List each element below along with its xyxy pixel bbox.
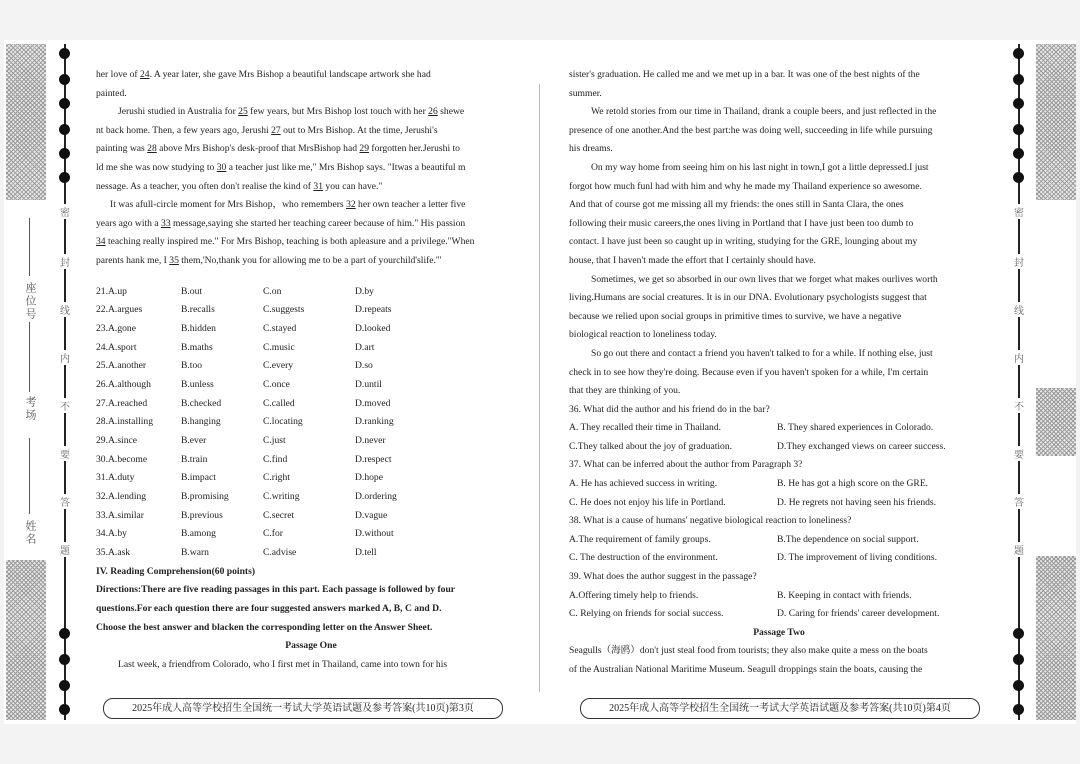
option-choice: 33.A.similar	[96, 509, 144, 521]
passage-line: parents hank me, I 35 them,'No,thank you for allowing me to be a part of yourchild'slife.'"	[96, 254, 442, 266]
passage-line: painted.	[96, 87, 127, 99]
answer-options-row	[569, 419, 989, 438]
passage-line: biological reaction to loneliness today.	[569, 329, 717, 341]
option-choice: C.on	[263, 285, 282, 297]
option-choice: 28.A.installing	[96, 416, 154, 428]
answer-option[interactable]: D.They exchanged views on career success.	[777, 440, 946, 452]
page-footer-right: 2025年成人高等学校招生全国统一考试大学英语试题及参考答案(共10页)第4页	[580, 698, 980, 719]
directions-line: Directions:There are five reading passages in this part. Each passage is followed by four	[96, 584, 456, 596]
answer-option[interactable]: C. Relying on friends for social success.	[569, 608, 724, 620]
passage-line: painting was 28 above Mrs Bishop's desk-proof that MrsBishop had 29 forgotten her.Jerushi to	[96, 143, 460, 155]
option-choice: C.just	[263, 435, 286, 447]
seal-char: 题	[58, 542, 72, 557]
passage-line: because we relied upon social groups in primitive times to survive, we have a negative	[569, 310, 902, 322]
seal-char: 要	[1012, 446, 1026, 461]
answer-options-row	[569, 531, 989, 550]
answer-option[interactable]: A. They recalled their time in Thailand.	[569, 422, 722, 434]
answer-option[interactable]: D. He regrets not having seen his friends.	[777, 496, 937, 508]
passage-line: of the Australian National Maritime Museum. Seagull droppings stain the boats, causing the	[569, 664, 923, 675]
right-binder	[1012, 44, 1026, 720]
passage-line: And that of course got me missing all my friends: the ones still in Santa Clara, the ones	[569, 199, 904, 211]
option-choice: C.every	[263, 360, 294, 372]
name-line	[29, 438, 30, 514]
option-choice: C.for	[263, 528, 283, 540]
option-row	[96, 451, 526, 470]
passage-line: nessage. As a teacher, you often don't realise the kind of 31 you can have."	[96, 180, 383, 192]
seal-char: 线	[58, 302, 72, 317]
option-row	[96, 357, 526, 376]
seal-char: 题	[1012, 542, 1026, 557]
answer-option[interactable]: C. The destruction of the environment.	[569, 552, 718, 564]
option-choice: B.hanging	[181, 416, 221, 428]
passage-line: On my way home from seeing him on his last night in town,I got a little depressed.I just	[591, 161, 929, 173]
passage-line: So go out there and contact a friend you haven't talked to for a while. If nothing else, just	[591, 347, 933, 359]
passage-line: that they are thinking of you.	[569, 385, 681, 397]
option-choice: D.until	[355, 378, 382, 390]
passage-line: Sometimes, we get so absorbed in our own lives that we forget what makes ourlives worth	[591, 273, 938, 285]
option-choice: B.too	[181, 360, 203, 372]
option-row	[96, 320, 526, 339]
blank-25: 25	[238, 106, 248, 118]
answer-option[interactable]: B. They shared experiences in Colorado.	[777, 422, 934, 434]
option-choice: B.ever	[181, 435, 207, 447]
passage-line: years ago with a 33 message,saying she started her teaching career because of him." His passion	[96, 217, 466, 229]
seal-char: 内	[58, 350, 72, 365]
seal-char: 线	[1012, 302, 1026, 317]
answer-option[interactable]: B.The dependence on social support.	[777, 533, 919, 545]
blank-29: 29	[359, 143, 370, 155]
blank-33: 33	[161, 217, 171, 229]
directions-line: questions.For each question there are four suggested answers marked A, B, C and D.	[96, 603, 442, 615]
option-choice: 26.A.although	[96, 378, 151, 390]
passage-line: summer.	[569, 87, 602, 99]
option-choice: C.advise	[263, 547, 297, 559]
option-choice: D.tell	[355, 547, 377, 559]
exam-room-line	[29, 322, 30, 392]
seal-char: 密	[1012, 204, 1026, 219]
option-choice: C.right	[263, 472, 290, 484]
passage-one-title: Passage One	[285, 640, 337, 652]
option-choice: C.called	[263, 397, 295, 409]
passage-line: following their music careers,the ones living in Portland that I have just been too dumb to	[569, 217, 914, 229]
answer-option[interactable]: A.Offering timely help to friends.	[569, 589, 699, 601]
option-choice: D.looked	[355, 322, 391, 334]
passage-line: living.Humans are social creatures. It is in our DNA. Evolutionary psychologists suggest that	[569, 292, 927, 304]
option-choice: 35.A.ask	[96, 547, 131, 559]
cloze-options	[96, 283, 526, 563]
passage-line: ld me she was now studying to 30 a teacher just like me," Mrs Bishop says. "Itwas a beautiful m	[96, 161, 466, 173]
blank-30: 30	[216, 161, 227, 173]
option-choice: C.secret	[263, 509, 295, 521]
option-choice: B.out	[181, 285, 203, 297]
option-choice: 29.A.since	[96, 435, 138, 447]
passage-line: sister's graduation. He called me and we met up in a bar. It was one of the best nights of the	[569, 69, 920, 80]
option-choice: D.hope	[355, 472, 383, 484]
option-choice: B.maths	[181, 341, 213, 353]
question-stem: 39. What does the author suggest in the passage?	[569, 571, 757, 583]
name-label: 姓名	[24, 520, 37, 546]
passage-line: Seagulls（海鸥）don't just steal food from tourists; they also make quite a mess on the boats	[569, 645, 928, 657]
passage-line: Last week, a friendfrom Colorado, who I first met in Thailand, came into town for his	[118, 658, 448, 670]
passage-line: check in to see how they're doing. Because even if you haven't spoken for a while, I'm certain	[569, 366, 929, 378]
passage-line: her love of 24. A year later, she gave Mrs Bishop a beautiful landscape artwork she had	[96, 69, 431, 80]
option-choice: B.checked	[181, 397, 222, 409]
option-choice: B.impact	[181, 472, 216, 484]
blank-28: 28	[147, 143, 157, 155]
option-choice: C.locating	[263, 416, 303, 428]
passage-line: Jerushi studied in Australia for 25 few years, but Mrs Bishop lost touch with her 26 shewe	[118, 106, 465, 118]
passage-line: 34 teaching really inspired me." For Mrs Bishop, teaching is both apleasure and a privilege."When	[96, 236, 475, 248]
answer-option[interactable]: C. He does not enjoy his life in Portland.	[569, 496, 726, 508]
option-choice: B.unless	[181, 378, 214, 390]
answer-options-row	[569, 549, 989, 568]
option-row	[96, 283, 526, 302]
answer-options-row	[569, 587, 989, 606]
option-choice: C.find	[263, 453, 288, 465]
option-choice: 24.A.sport	[96, 341, 137, 353]
right-page-column	[569, 66, 989, 680]
blank-24: 24	[139, 69, 150, 80]
option-row	[96, 525, 526, 544]
option-choice: C.stayed	[263, 322, 297, 334]
page-footer-left: 2025年成人高等学校招生全国统一考试大学英语试题及参考答案(共10页)第3页	[103, 698, 503, 719]
question-stem: 36. What did the author and his friend do in the bar?	[569, 403, 770, 415]
answer-options-row	[569, 605, 989, 624]
option-choice: C.suggests	[263, 304, 305, 316]
blank-34: 34	[96, 236, 106, 248]
option-row	[96, 413, 526, 432]
seal-char: 内	[1012, 350, 1026, 365]
option-choice: B.previous	[181, 509, 223, 521]
section-title: IV. Reading Comprehension(60 points)	[96, 565, 256, 577]
answer-option[interactable]: B. He has got a high score on the GRE.	[777, 478, 929, 490]
blank-32: 32	[346, 199, 356, 211]
option-choice: 27.A.reached	[96, 397, 148, 409]
option-choice: D.ordering	[355, 491, 397, 503]
option-choice: 23.A.gone	[96, 322, 136, 334]
answer-options-row	[569, 438, 989, 457]
option-choice: D.ranking	[355, 416, 394, 428]
option-row	[96, 395, 526, 414]
option-choice: 22.A.argues	[96, 304, 143, 316]
passage-two-title: Passage Two	[753, 626, 805, 638]
answer-options-row	[569, 494, 989, 513]
seal-char: 不	[58, 398, 72, 413]
option-row	[96, 301, 526, 320]
option-choice: B.promising	[181, 491, 229, 503]
question-stem: 38. What is a cause of humans' negative biological reaction to loneliness?	[569, 515, 852, 527]
blank-31: 31	[313, 180, 323, 192]
seal-char: 答	[1012, 494, 1026, 509]
option-row	[96, 469, 526, 488]
option-choice: 21.A.up	[96, 285, 127, 297]
option-choice: 30.A.become	[96, 453, 148, 465]
directions-line: Choose the best answer and blacken the corresponding letter on the Answer Sheet.	[96, 621, 433, 633]
passage-line: forgot how much funl had with him and why he made my Thailand experience so awesome.	[569, 180, 922, 192]
seal-char: 答	[58, 494, 72, 509]
option-choice: B.hidden	[181, 322, 216, 334]
seal-char: 密	[58, 204, 72, 219]
option-choice: D.vague	[355, 509, 388, 521]
answer-options-row	[569, 475, 989, 494]
option-choice: 34.A.by	[96, 528, 127, 540]
left-page-column	[96, 66, 526, 674]
option-choice: B.train	[181, 453, 208, 465]
option-row	[96, 507, 526, 526]
option-choice: D.so	[355, 360, 373, 372]
option-choice: D.repeats	[355, 304, 392, 316]
seal-char: 封	[1012, 254, 1026, 269]
blank-26: 26	[428, 106, 438, 118]
seal-char: 封	[58, 254, 72, 269]
column-divider	[539, 84, 540, 692]
seat-number-label: 座位号	[24, 282, 37, 321]
answer-option[interactable]: A. He has achieved success in writing.	[569, 478, 718, 490]
passage-line: presence of one another.And the best part:he was doing well, succeeding in life while pursuing	[569, 124, 933, 136]
passage-line: contact. I have just been so caught up in writing, studying for the GRE, lounging about my	[569, 236, 918, 248]
answer-option[interactable]: D. Caring for friends' career development.	[777, 608, 940, 620]
answer-option[interactable]: D. The improvement of living conditions.	[777, 552, 937, 564]
passage-line: house, that I haven't made the effort that I certainly should have.	[569, 254, 816, 266]
reading-questions	[569, 401, 989, 624]
option-choice: 25.A.another	[96, 360, 147, 372]
option-choice: D.respect	[355, 453, 392, 465]
option-choice: C.music	[263, 341, 295, 353]
seal-char: 不	[1012, 398, 1026, 413]
blank-35: 35	[169, 254, 179, 266]
seal-char: 要	[58, 446, 72, 461]
answer-option[interactable]: A.The requirement of family groups.	[569, 533, 711, 545]
option-choice: B.among	[181, 528, 216, 540]
answer-option[interactable]: C.They talked about the joy of graduation.	[569, 440, 733, 452]
left-strip-field-area	[6, 200, 46, 560]
option-choice: C.once	[263, 378, 290, 390]
passage-line: his dreams.	[569, 143, 613, 155]
seat-number-line	[29, 218, 30, 276]
option-row	[96, 488, 526, 507]
option-choice: 32.A.lending	[96, 491, 147, 503]
option-choice: D.moved	[355, 397, 391, 409]
option-row	[96, 432, 526, 451]
blank-27: 27	[271, 124, 281, 136]
option-choice: B.warn	[181, 547, 209, 559]
left-binder	[58, 44, 72, 720]
right-strip-gap-upper	[1036, 200, 1076, 388]
option-choice: 31.A.duty	[96, 472, 135, 484]
exam-room-label: 考场	[24, 396, 37, 422]
option-choice: D.art	[355, 341, 375, 353]
option-choice: D.never	[355, 435, 386, 447]
answer-option[interactable]: B. Keeping in contact with friends.	[777, 589, 912, 601]
option-row	[96, 339, 526, 358]
passage-line: We retold stories from our time in Thailand, drank a couple beers, and just reflected in the	[591, 106, 937, 118]
right-strip-gap-lower	[1036, 456, 1076, 556]
passage-line: nt back home. Then, a few years ago, Jerushi 27 out to Mrs Bishop. At the time, Jerushi's	[96, 124, 438, 136]
option-choice: C.writing	[263, 491, 300, 503]
option-row	[96, 376, 526, 395]
option-choice: B.recalls	[181, 304, 215, 316]
option-choice: D.without	[355, 528, 394, 540]
option-row	[96, 544, 526, 563]
option-choice: D.by	[355, 285, 374, 297]
passage-line: It was afull-circle moment for Mrs Bishop，who remembers 32 her own teacher a letter five	[110, 199, 466, 211]
question-stem: 37. What can be inferred about the author from Paragraph 3?	[569, 459, 803, 471]
